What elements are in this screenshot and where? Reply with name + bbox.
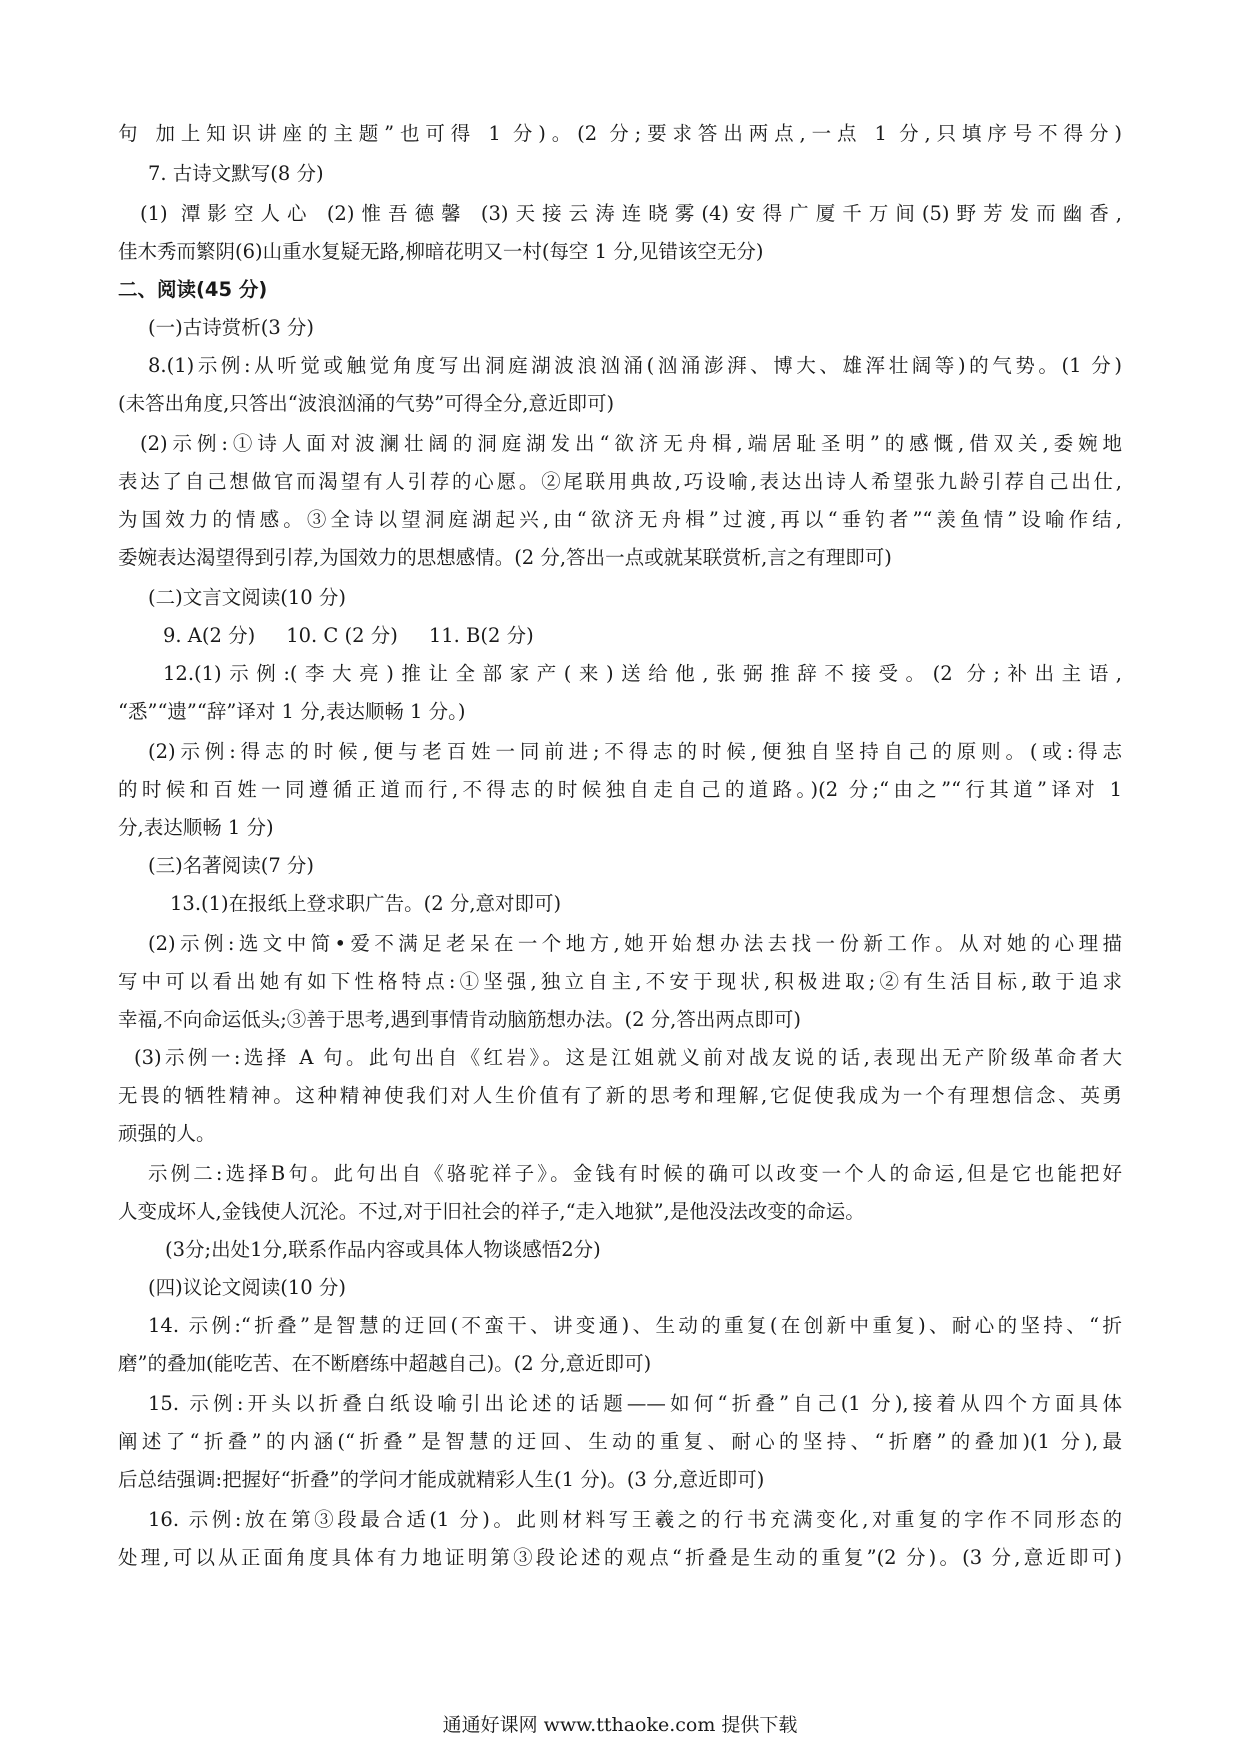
text-line: 佳木秀而繁阴(6)山重水复疑无路,柳暗花明又一村(每空 1 分,见错该空无分): [118, 240, 764, 263]
text-line: (3分;出处1分,联系作品内容或具体人物谈感悟2分): [165, 1238, 601, 1261]
text-line: 的时候和百姓一同遵循正道而行,不得志的时候独自走自己的道路。)(2 分;“由之”“行其道”译对 1: [118, 778, 1122, 801]
text-line: “悉”“遗”“辞”译对 1 分,表达顺畅 1 分。): [118, 700, 466, 723]
text-line: 16. 示例:放在第③段最合适(1 分)。此则材料写王羲之的行书充满变化,对重复的字作不同形态的: [148, 1508, 1122, 1531]
text-line: 写中可以看出她有如下性格特点:①坚强,独立自主,不安于现状,积极进取;②有生活目标,敢于追求: [118, 970, 1122, 993]
text-line: (2)示例:选文中简•爱不满足老呆在一个地方,她开始想办法去找一份新工作。从对她的心理描: [148, 932, 1122, 955]
text-line: 顽强的人。: [118, 1122, 216, 1145]
text-line: 15. 示例:开头以折叠白纸设喻引出论述的话题——如何“折叠”自己(1 分),接着从四个方面具体: [148, 1392, 1122, 1415]
text-line: 处理,可以从正面角度具体有力地证明第③段论述的观点“折叠是生动的重复”(2 分)。(3 分,意近即可): [118, 1546, 1122, 1569]
text-line: 12.(1)示例:(李大亮)推让全部家产(来)送给他,张弼推辞不接受。(2 分;补出主语,: [163, 662, 1122, 685]
text-line: (3)示例一:选择 A 句。此句出自《红岩》。这是江姐就义前对战友说的话,表现出无产阶级革命者大: [134, 1046, 1122, 1069]
text-line: 幸福,不向命运低头;③善于思考,遇到事情肯动脑筋想办法。(2 分,答出两点即可): [118, 1008, 801, 1031]
text-line: 9. A(2 分) 10. C (2 分) 11. B(2 分): [163, 624, 534, 647]
text-line: 后总结强调:把握好“折叠”的学问才能成就精彩人生(1 分)。(3 分,意近即可): [118, 1468, 765, 1491]
text-line: 无畏的牺牲精神。这种精神使我们对人生价值有了新的思考和理解,它促使我成为一个有理想信念、英勇: [118, 1084, 1122, 1107]
text-line: 14. 示例:“折叠”是智慧的迂回(不蛮干、讲变通)、生动的重复(在创新中重复)、耐心的坚持、“折: [148, 1314, 1122, 1337]
part-heading: 二、阅读(45 分): [118, 278, 268, 301]
text-line: (2)示例:①诗人面对波澜壮阔的洞庭湖发出“欲济无舟楫,端居耻圣明”的感慨,借双关,委婉地: [140, 432, 1122, 455]
text-line: 磨”的叠加(能吃苦、在不断磨练中超越自己)。(2 分,意近即可): [118, 1352, 652, 1375]
text-line: (2)示例:得志的时候,便与老百姓一同前进;不得志的时候,便独自坚持自己的原则。(或:得志: [148, 740, 1122, 763]
subsection-heading: (二)文言文阅读(10 分): [148, 586, 346, 609]
subsection-heading: (一)古诗赏析(3 分): [148, 316, 315, 339]
text-line: 13.(1)在报纸上登求职广告。(2 分,意对即可): [170, 892, 562, 915]
text-line: 为国效力的情感。③全诗以望洞庭湖起兴,由“欲济无舟楫”过渡,再以“垂钓者”“羡鱼情”设喻作结,: [118, 508, 1122, 531]
text-line: (1) 潭影空人心 (2)惟吾德馨 (3)天接云涛连晓雾(4)安得广厦千万间(5)野芳发而幽香,: [140, 202, 1122, 225]
text-line: 8.(1)示例:从听觉或触觉角度写出洞庭湖波浪汹涌(汹涌澎湃、博大、雄浑壮阔等)的气势。(1 分): [148, 354, 1122, 377]
page-footer: 通通好课网 www.tthaoke.com 提供下载: [442, 1714, 798, 1736]
text-line: (未答出角度,只答出“波浪汹涌的气势”可得全分,意近即可): [118, 392, 615, 415]
section-heading: 7. 古诗文默写(8 分): [148, 162, 324, 185]
text-line: 委婉表达渴望得到引荐,为国效力的思想感情。(2 分,答出一点或就某联赏析,言之有理即可): [118, 546, 892, 569]
text-line: 人变成坏人,金钱使人沉沦。不过,对于旧社会的祥子,“走入地狱”,是他没法改变的命运。: [118, 1200, 865, 1223]
text-line: 阐述了“折叠”的内涵(“折叠”是智慧的迂回、生动的重复、耐心的坚持、“折磨”的叠加)(1 分),最: [118, 1430, 1122, 1453]
text-line: 分,表达顺畅 1 分): [118, 816, 274, 839]
text-line: 表达了自己想做官而渴望有人引荐的心愿。②尾联用典故,巧设喻,表达出诗人希望张九龄引荐自己出仕,: [118, 470, 1122, 493]
subsection-heading: (四)议论文阅读(10 分): [148, 1276, 346, 1299]
text-line: 示例二:选择B句。此句出自《骆驼祥子》。金钱有时候的确可以改变一个人的命运,但是它也能把好: [148, 1162, 1122, 1185]
text-line: 句 加上知识讲座的主题”也可得 1 分)。(2 分;要求答出两点,一点 1 分,只填序号不得分): [118, 122, 1122, 145]
subsection-heading: (三)名著阅读(7 分): [148, 854, 315, 877]
